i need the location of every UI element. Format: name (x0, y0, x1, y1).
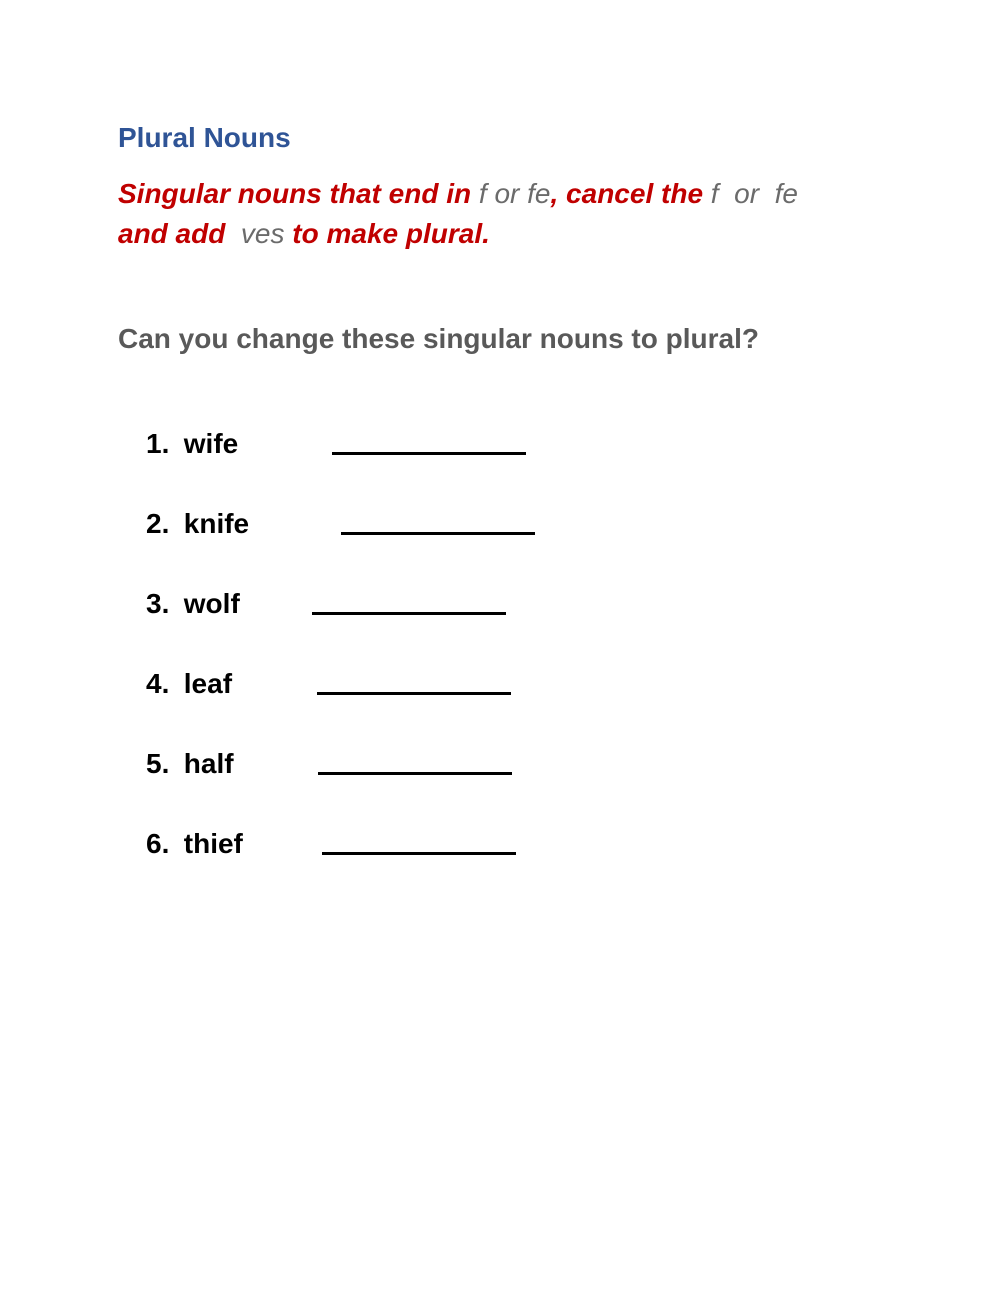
item-number: 2. (146, 508, 170, 539)
rule-f-1: f (478, 178, 487, 209)
rule-text (118, 174, 858, 254)
list-item (146, 746, 249, 826)
rule-part-2: , cancel the (550, 178, 704, 209)
list-item (146, 506, 249, 586)
answer-blank[interactable] (332, 452, 526, 455)
list-item (146, 426, 249, 506)
answer-blank[interactable] (322, 852, 516, 855)
question-text: Can you change these singular nouns to plural? (118, 323, 759, 354)
item-number: 5. (146, 748, 170, 779)
item-number: 4. (146, 668, 170, 699)
rule-or-2: or (734, 178, 760, 209)
rule-or-1: or (494, 178, 520, 209)
answer-blank[interactable] (318, 772, 512, 775)
list-item (146, 826, 249, 906)
item-number: 1. (146, 428, 170, 459)
rule-fe-1: fe (527, 178, 551, 209)
item-word: knife (183, 508, 250, 539)
page-title: Plural Nouns (118, 122, 291, 153)
rule-f-2: f (710, 178, 719, 209)
noun-list (146, 426, 249, 906)
item-number: 6. (146, 828, 170, 859)
rule-part-4: to make plural. (292, 218, 490, 249)
item-number: 3. (146, 588, 170, 619)
answer-blank[interactable] (317, 692, 511, 695)
item-word: wife (183, 428, 239, 459)
rule-part-1: Singular nouns that end in (118, 178, 472, 209)
item-word: thief (183, 828, 243, 859)
list-item (146, 586, 249, 666)
rule-fe-2: fe (774, 178, 798, 209)
rule-ves: ves (240, 218, 285, 249)
item-word: leaf (183, 668, 233, 699)
item-word: half (183, 748, 234, 779)
answer-blank[interactable] (341, 532, 535, 535)
list-item (146, 666, 249, 746)
rule-part-3: and add (118, 218, 226, 249)
item-word: wolf (183, 588, 240, 619)
answer-blank[interactable] (312, 612, 506, 615)
